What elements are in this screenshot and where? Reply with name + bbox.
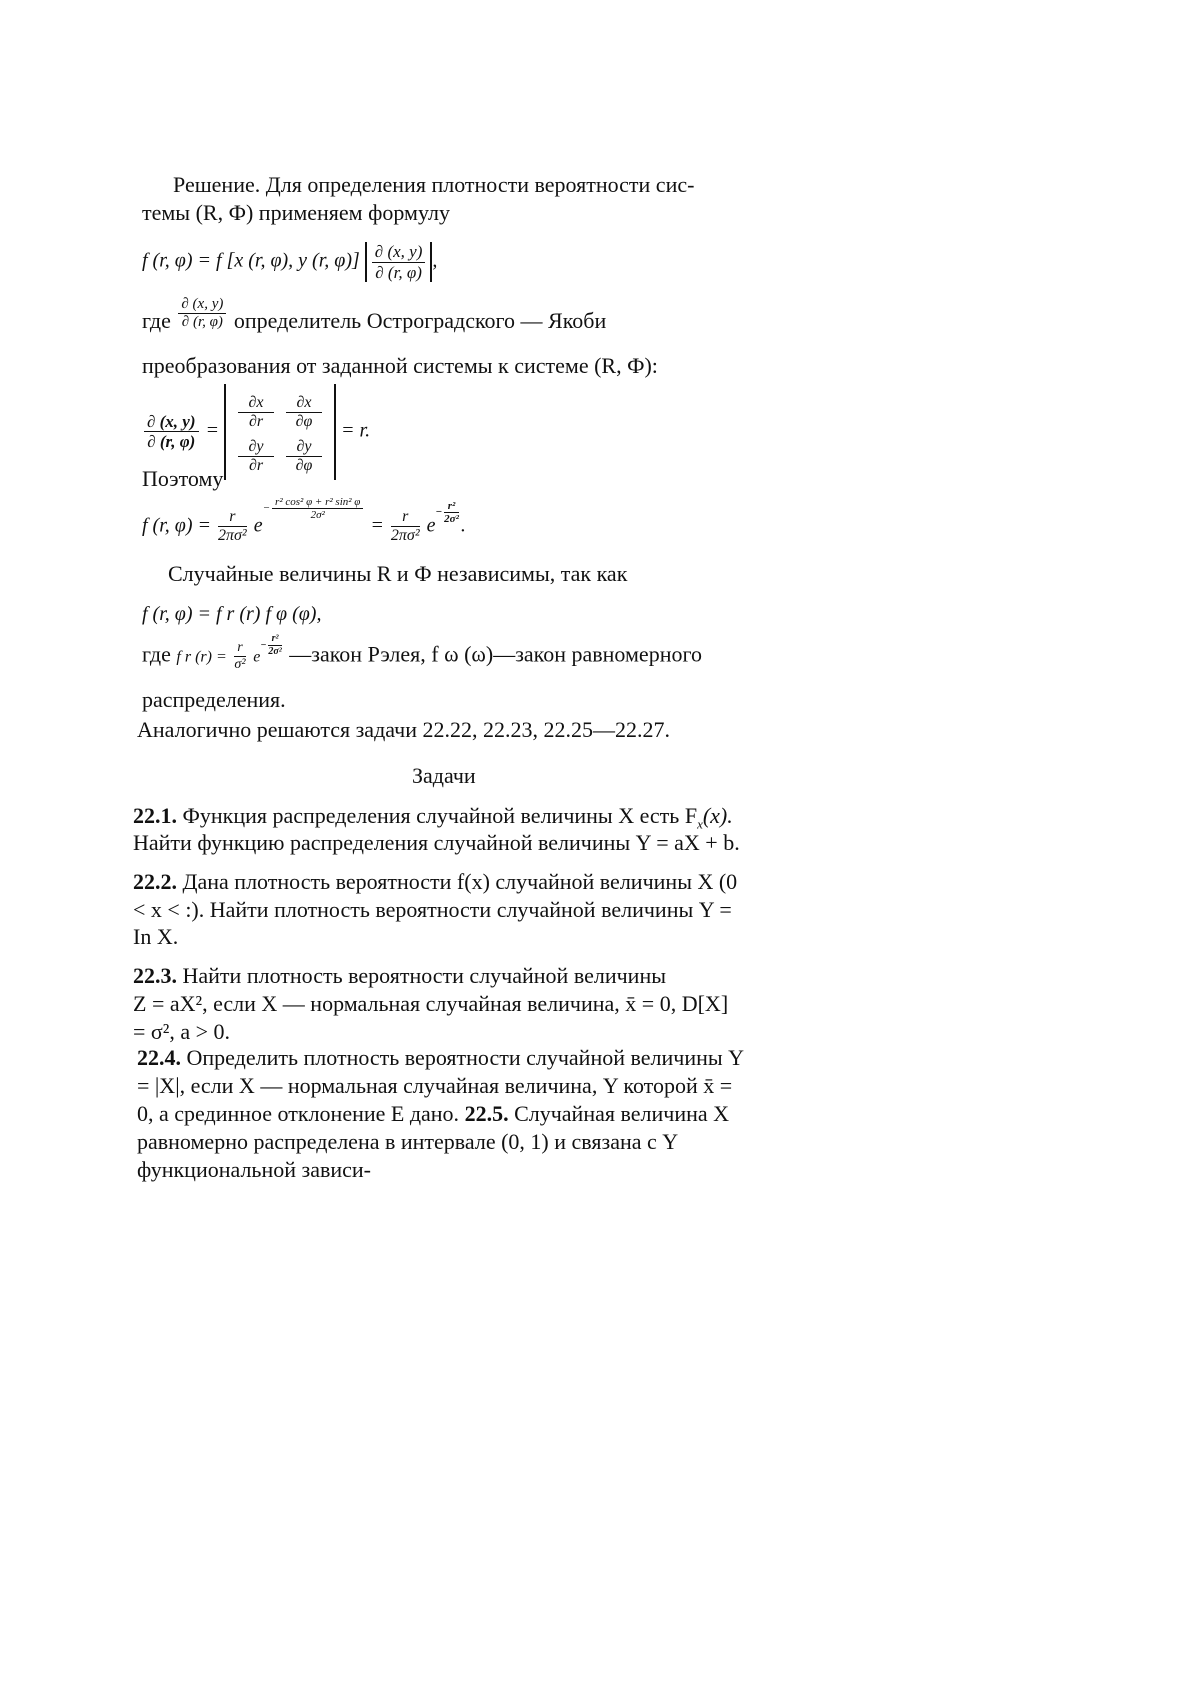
- jacobian-a21-den: ∂r: [248, 457, 264, 475]
- formula-2-exp2-den: 2σ²: [444, 513, 459, 526]
- where-prefix: где: [142, 307, 171, 333]
- where-jacobian-line: [142, 296, 607, 341]
- formula-product: f (r, φ) = f r (r) f φ (φ),: [142, 603, 322, 625]
- jacobian-a21: [238, 438, 274, 476]
- formula-1-den: ∂ (r, φ): [375, 262, 422, 282]
- formula-2-exponent: − r² cos² φ + r² sin² φ 2σ²: [263, 502, 366, 514]
- problem-22-3-line-3: = σ², a > 0.: [133, 1019, 231, 1044]
- formula-2-exp2-num: r²: [444, 500, 459, 514]
- formula-2-coef-num: r: [218, 508, 247, 527]
- problem-22-2-line-2: < x < :). Найти плотность вероятности случайной величины Y =: [133, 897, 732, 922]
- jacobian-rhs: = r.: [341, 419, 371, 442]
- formula-2-coef2: [391, 508, 420, 546]
- jacobian-a11-den: ∂r: [248, 413, 264, 431]
- problem-22-3-line-1: [133, 962, 666, 991]
- problem-22-1-line-2: Найти функцию распределения случайной величины Y = aX + b.: [133, 830, 740, 855]
- where-text-2: преобразования от заданной системы к системе (R, Ф):: [142, 353, 658, 378]
- rayleigh-exponent: − r² 2σ²: [260, 633, 282, 657]
- where-frac-den: ∂ (r, φ): [181, 314, 223, 331]
- problem-22-4-line-1: [137, 1044, 744, 1073]
- where2-line-2: распределения.: [142, 687, 286, 712]
- problem-22-3-number: 22.3.: [133, 963, 177, 988]
- problem-22-4-text-3: 0, а срединное отклонение E дано.: [137, 1101, 460, 1126]
- jacobian-lhs-den: ∂ (r, φ): [147, 432, 196, 452]
- formula-2-mid: =: [370, 514, 384, 537]
- formula-2-exponent-2: − r² 2σ²: [435, 499, 459, 526]
- therefore-label: Поэтому: [142, 466, 224, 491]
- formula-2-e2: e: [426, 514, 436, 537]
- problem-22-5-number: 22.5.: [464, 1101, 509, 1126]
- jacobian-a12: [286, 394, 322, 432]
- jacobian-matrix: [224, 384, 336, 480]
- where-jacobian-frac: [178, 296, 226, 332]
- jacobian-eq: =: [205, 419, 220, 442]
- formula-1-lhs: f (r, φ) = f [x (r, φ), y (r, φ)]: [142, 249, 360, 272]
- jacobian-a22-num: ∂y: [286, 438, 322, 457]
- formula-2-tail: .: [460, 514, 466, 537]
- problem-22-3-line-2: Z = aX², если X — нормальная случайная величина, x̄ = 0, D[X]: [133, 991, 729, 1016]
- formula-1-num: ∂ (x, y): [372, 242, 426, 263]
- problem-22-2-line-3: In X.: [133, 924, 179, 949]
- rayleigh-exp-den: 2σ²: [268, 645, 282, 657]
- problem-22-1-text-b: (x).: [702, 803, 733, 828]
- jacobian-a21-num: ∂y: [238, 438, 274, 457]
- formula-1-jacobian-frac: [372, 242, 426, 282]
- rayleigh-e: e: [253, 648, 261, 666]
- rayleigh-text: —закон Рэлея, f ω (ω)—закон равномерного: [289, 641, 702, 667]
- formula-2-e: e: [253, 514, 263, 537]
- rayleigh-fr: f r (r) =: [176, 648, 227, 666]
- formula-1-abs-bar: [365, 242, 431, 282]
- problem-22-2-number: 22.2.: [133, 869, 177, 894]
- jacobian-lhs-frac: [144, 412, 199, 452]
- jacobian-a22: [286, 438, 322, 476]
- jacobian-lhs-num: ∂ (x, y): [144, 412, 199, 433]
- solution-line-2: темы (R, Ф) применяем формулу: [142, 200, 450, 225]
- rayleigh-exp-num: r²: [268, 633, 281, 646]
- problem-22-5-line-2: равномерно распределена в интервале (0, 1) и связана с Y: [137, 1129, 679, 1154]
- problem-22-3-text-1: Найти плотность вероятности случайной величины: [182, 963, 666, 988]
- where-rayleigh-line: [142, 633, 702, 673]
- problem-22-4-line-2: = |X|, если X — нормальная случайная величина, Y которой x̄ =: [137, 1073, 733, 1098]
- problem-22-1-subscript: x: [697, 816, 703, 832]
- problems-heading: Задачи: [412, 763, 476, 788]
- rayleigh-coef: [234, 640, 245, 673]
- jacobian-a11: [238, 394, 274, 432]
- problem-22-2-text-1: Дана плотность вероятности f(x) случайной величины X (0: [182, 869, 738, 894]
- where2-prefix: где: [142, 641, 171, 667]
- jacobian-a12-num: ∂x: [286, 394, 322, 413]
- formula-density-transform: [142, 242, 437, 282]
- problem-22-2-line-1: [133, 868, 737, 897]
- solution-line-1: Решение. Для определения плотности вероятности сис-: [173, 172, 695, 197]
- formula-2-lhs: f (r, φ) =: [142, 514, 212, 537]
- independent-statement: Случайные величины R и Ф независимы, так как: [168, 561, 628, 586]
- where-frac-num: ∂ (x, y): [178, 296, 226, 314]
- problem-22-5-text-1: Случайная величина X: [514, 1101, 730, 1126]
- where-text-1: определитель Остроградского — Якоби: [233, 307, 607, 333]
- problem-22-4-text-1: Определить плотность вероятности случайной величины Y: [186, 1045, 745, 1070]
- jacobian-a11-num: ∂x: [238, 394, 274, 413]
- rayleigh-den: σ²: [234, 657, 246, 673]
- problem-22-1-text-a: Функция распределения случайной величины X есть F: [182, 803, 698, 828]
- rayleigh-num: r: [234, 640, 245, 657]
- formula-1-tail: ,: [432, 249, 438, 272]
- formula-2-coef: [218, 508, 247, 546]
- problem-22-4-number: 22.4.: [137, 1045, 181, 1070]
- formula-2-coef2-den: 2πσ²: [390, 527, 420, 545]
- formula-2-exp-num: r² cos² φ + r² sin² φ: [272, 496, 363, 510]
- jacobian-a12-den: ∂φ: [295, 413, 313, 431]
- jacobian-a22-den: ∂φ: [295, 457, 313, 475]
- problem-22-4-line-3: [137, 1100, 729, 1129]
- formula-joint-density: [142, 495, 466, 546]
- formula-2-coef2-num: r: [391, 508, 420, 527]
- similar-problems: Аналогично решаются задачи 22.22, 22.23, 22.25—22.27.: [137, 717, 670, 742]
- problem-22-1-number: 22.1.: [133, 803, 177, 828]
- problem-22-5-line-3: функциональной зависи-: [137, 1157, 371, 1182]
- formula-2-coef-den: 2πσ²: [218, 527, 247, 545]
- formula-2-exp-den: 2σ²: [310, 509, 325, 522]
